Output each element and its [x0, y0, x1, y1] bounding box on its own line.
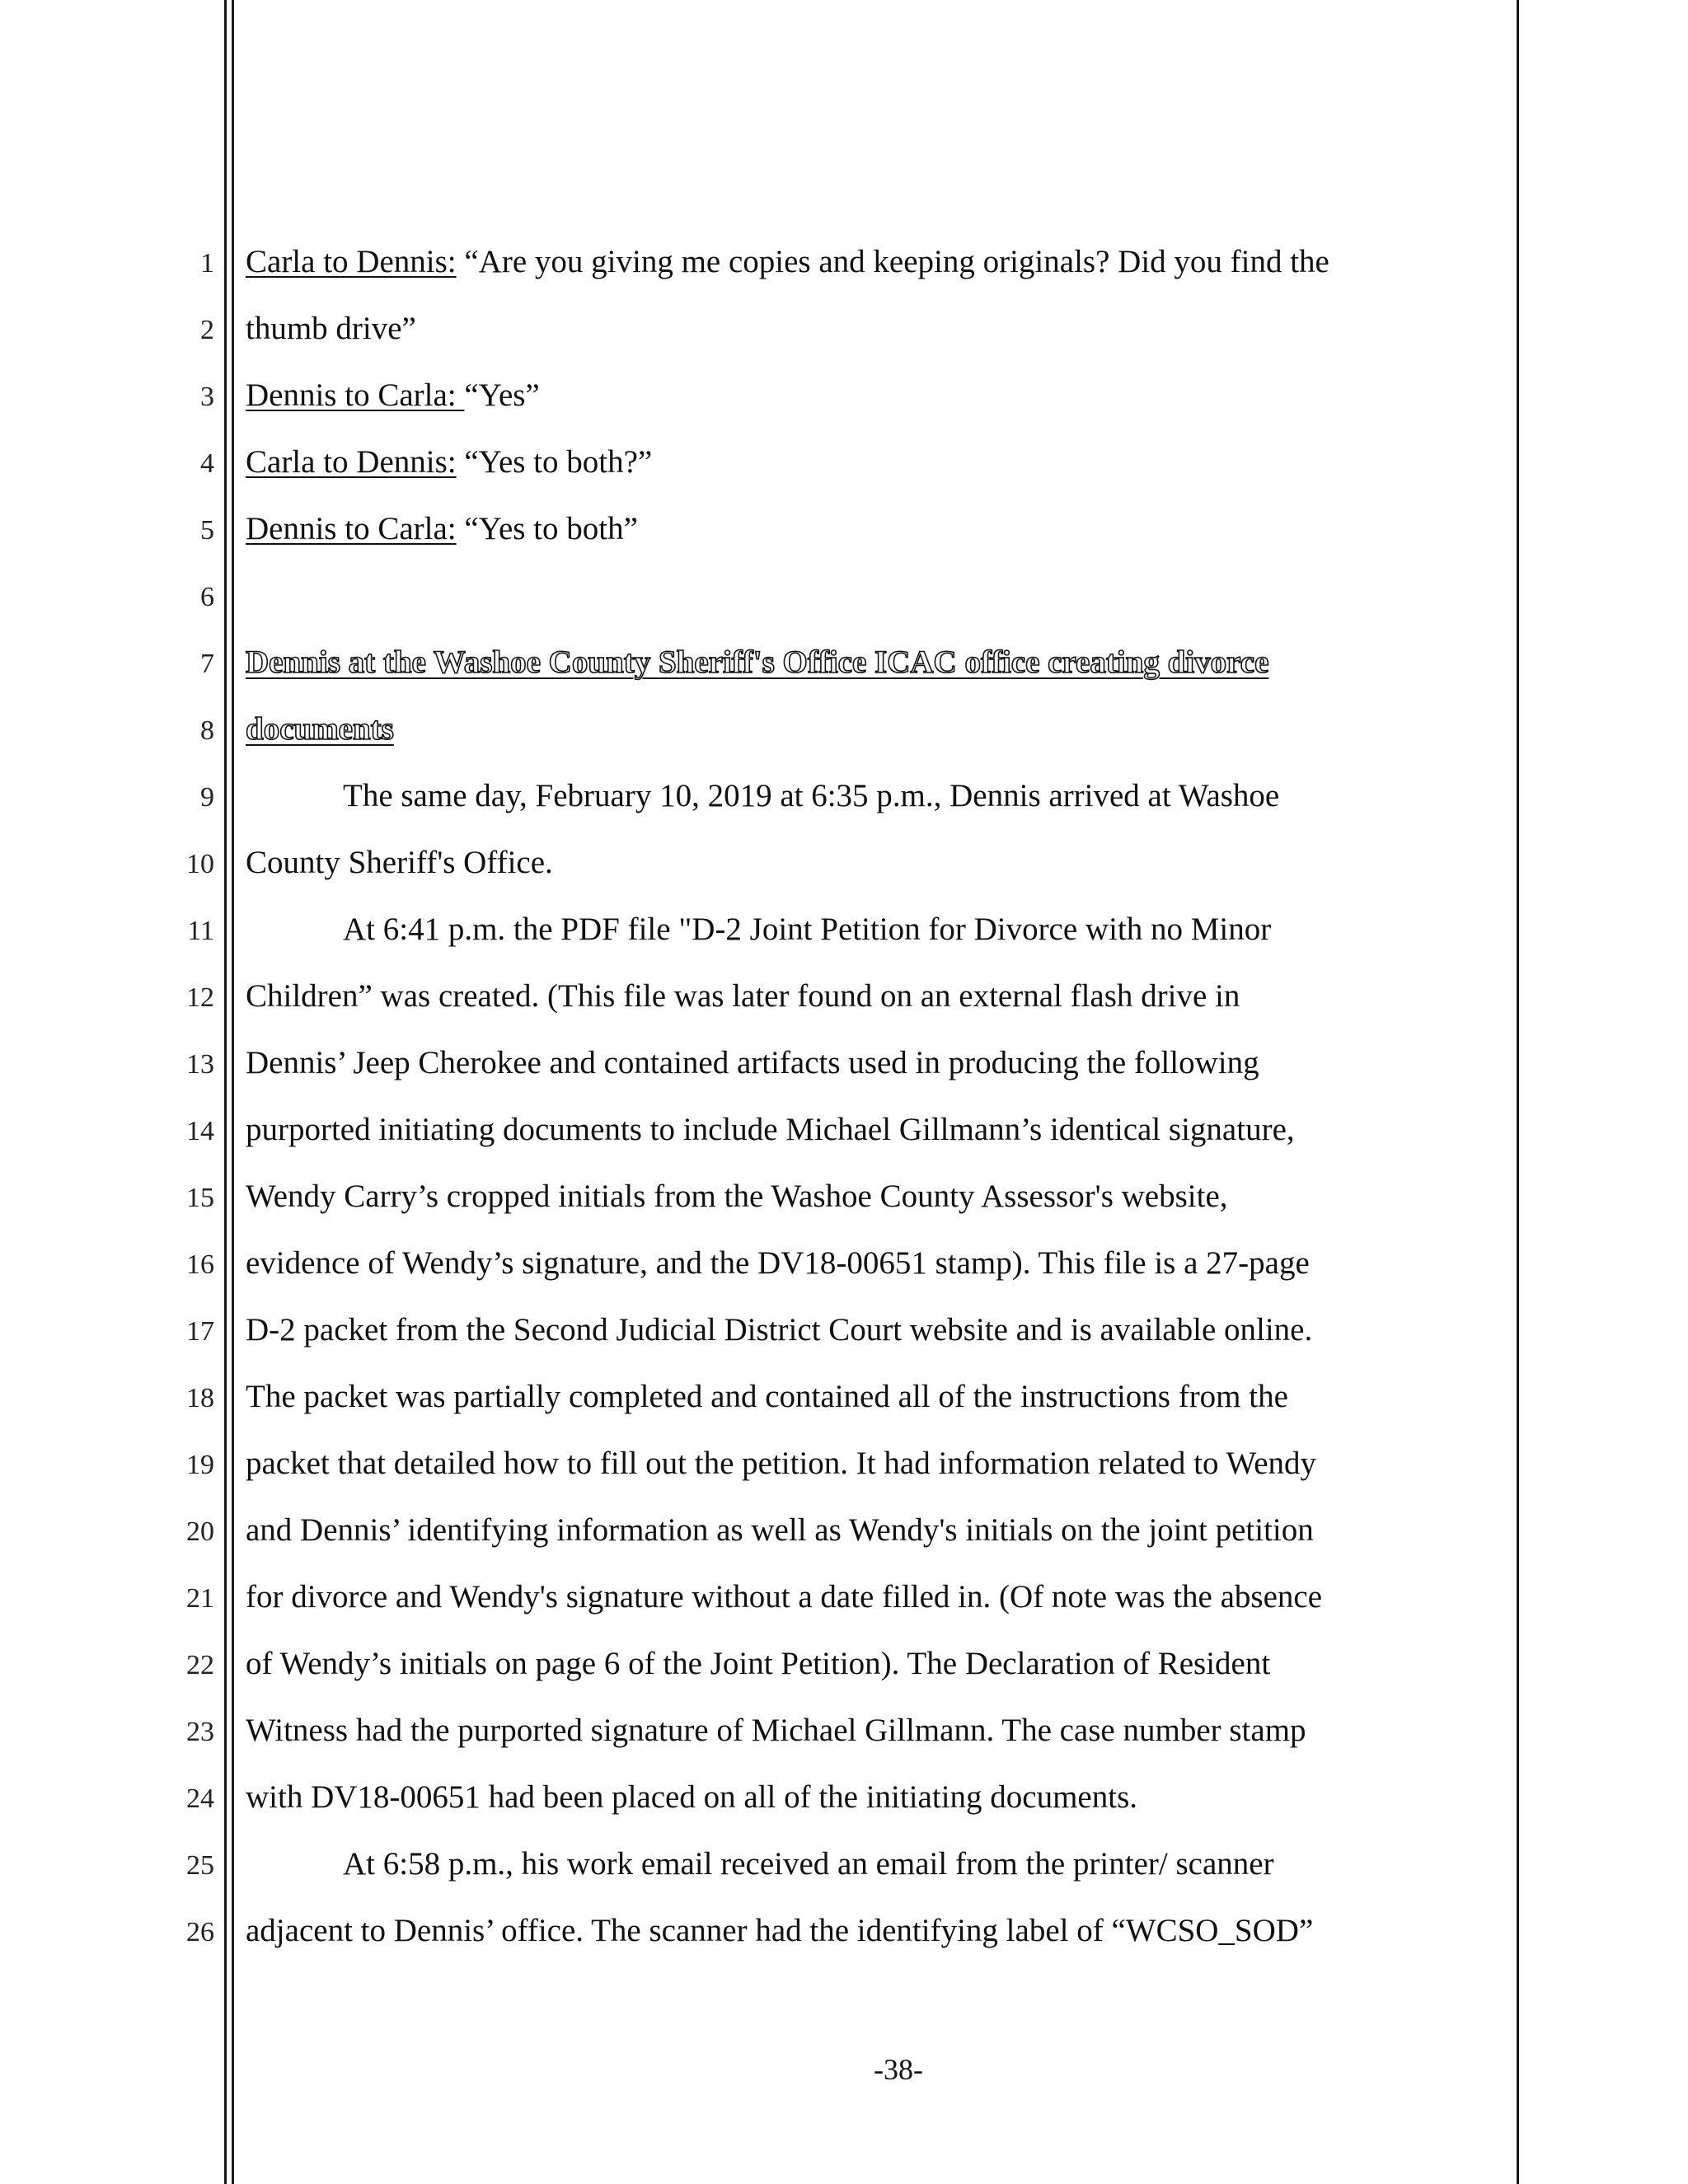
- dialogue-line: [246, 444, 1540, 480]
- body-text-line: of Wendy’s initials on page 6 of the Joint Petition). The Declaration of Resident: [246, 1646, 1271, 1681]
- dialogue-text: “Yes to both?”: [456, 444, 653, 480]
- left-margin-rule-outer: [224, 0, 227, 2184]
- dialogue-text: “Yes”: [464, 377, 540, 413]
- speaker-label: Dennis to Carla:: [246, 377, 465, 413]
- line-number: 18: [186, 1383, 214, 1413]
- line-number: 17: [186, 1316, 214, 1347]
- dialogue-line: [246, 511, 1540, 547]
- section-heading: [246, 644, 1540, 681]
- dialogue-text: “Are you giving me copies and keeping originals? Did you find the: [456, 244, 1329, 279]
- body-text-line: At 6:41 p.m. the PDF file "D-2 Joint Petition for Divorce with no Minor: [343, 912, 1272, 947]
- line-number: 24: [186, 1783, 214, 1814]
- body-text-line: At 6:58 p.m., his work email received an email from the printer/ scanner: [343, 1846, 1274, 1882]
- line-number: 2: [200, 315, 214, 345]
- section-heading-line: Dennis at the Washoe County Sheriff's Office ICAC office creating divorce: [246, 644, 1269, 680]
- section-heading-line: documents: [246, 711, 394, 747]
- line-number: 26: [186, 1917, 214, 1947]
- line-number: 5: [200, 515, 214, 546]
- left-margin-rule-inner: [232, 0, 234, 2184]
- body-text-line: The same day, February 10, 2019 at 6:35 p.m., Dennis arrived at Washoe: [343, 778, 1280, 813]
- dialogue-text: “Yes to both”: [456, 511, 638, 546]
- line-number: 20: [186, 1516, 214, 1547]
- line-number: 14: [186, 1116, 214, 1146]
- line-number: 11: [187, 916, 214, 946]
- line-number: 7: [200, 649, 214, 679]
- line-number: 22: [186, 1650, 214, 1680]
- dialogue-line: [246, 311, 1540, 347]
- page-number: -38-: [874, 2053, 923, 2086]
- line-number: 25: [186, 1850, 214, 1881]
- line-number: 10: [186, 849, 214, 879]
- line-number: 6: [200, 582, 214, 612]
- body-text-line: evidence of Wendy’s signature, and the DV18-00651 stamp). This file is a 27-page: [246, 1245, 1310, 1281]
- dialogue-text: thumb drive”: [246, 311, 416, 346]
- line-number: 13: [186, 1049, 214, 1080]
- speaker-label: Carla to Dennis:: [246, 244, 457, 279]
- dialogue-line: [246, 244, 1540, 280]
- body-text-line: Dennis’ Jeep Cherokee and contained artifacts used in producing the following: [246, 1045, 1259, 1080]
- line-number: 12: [186, 982, 214, 1013]
- line-number: 19: [186, 1450, 214, 1480]
- body-text-line: and Dennis’ identifying information as well as Wendy's initials on the joint petition: [246, 1512, 1314, 1548]
- line-number: 15: [186, 1183, 214, 1213]
- body-text-line: with DV18-00651 had been placed on all of the initiating documents.: [246, 1779, 1138, 1815]
- body-text-line: Children” was created. (This file was later found on an external flash drive in: [246, 978, 1240, 1014]
- speaker-label: Dennis to Carla:: [246, 511, 457, 546]
- line-number: 3: [200, 382, 214, 412]
- line-number: 8: [200, 715, 214, 746]
- body-text-line: The packet was partially completed and contained all of the instructions from the: [246, 1379, 1288, 1414]
- body-text-line: purported initiating documents to include Michael Gillmann’s identical signature,: [246, 1112, 1295, 1147]
- section-heading: [246, 711, 1540, 748]
- line-number: 9: [200, 782, 214, 813]
- body-text-line: Witness had the purported signature of Michael Gillmann. The case number stamp: [246, 1713, 1306, 1748]
- body-text-line: adjacent to Dennis’ office. The scanner had the identifying label of “WCSO_SOD”: [246, 1913, 1314, 1948]
- dialogue-line: [246, 377, 1540, 414]
- body-text-line: Wendy Carry’s cropped initials from the Washoe County Assessor's website,: [246, 1179, 1228, 1214]
- line-number: 23: [186, 1717, 214, 1747]
- body-text-line: County Sheriff's Office.: [246, 845, 553, 880]
- body-text-line: for divorce and Wendy's signature without a date filled in. (Of note was the absence: [246, 1579, 1323, 1615]
- line-number: 21: [186, 1583, 214, 1614]
- line-number: 16: [186, 1249, 214, 1280]
- speaker-label: Carla to Dennis:: [246, 444, 457, 480]
- body-text-line: packet that detailed how to fill out the petition. It had information related to Wendy: [246, 1446, 1317, 1481]
- body-text-line: D-2 packet from the Second Judicial District Court website and is available online.: [246, 1312, 1313, 1347]
- line-number: 4: [200, 448, 214, 479]
- line-number: 1: [200, 248, 214, 279]
